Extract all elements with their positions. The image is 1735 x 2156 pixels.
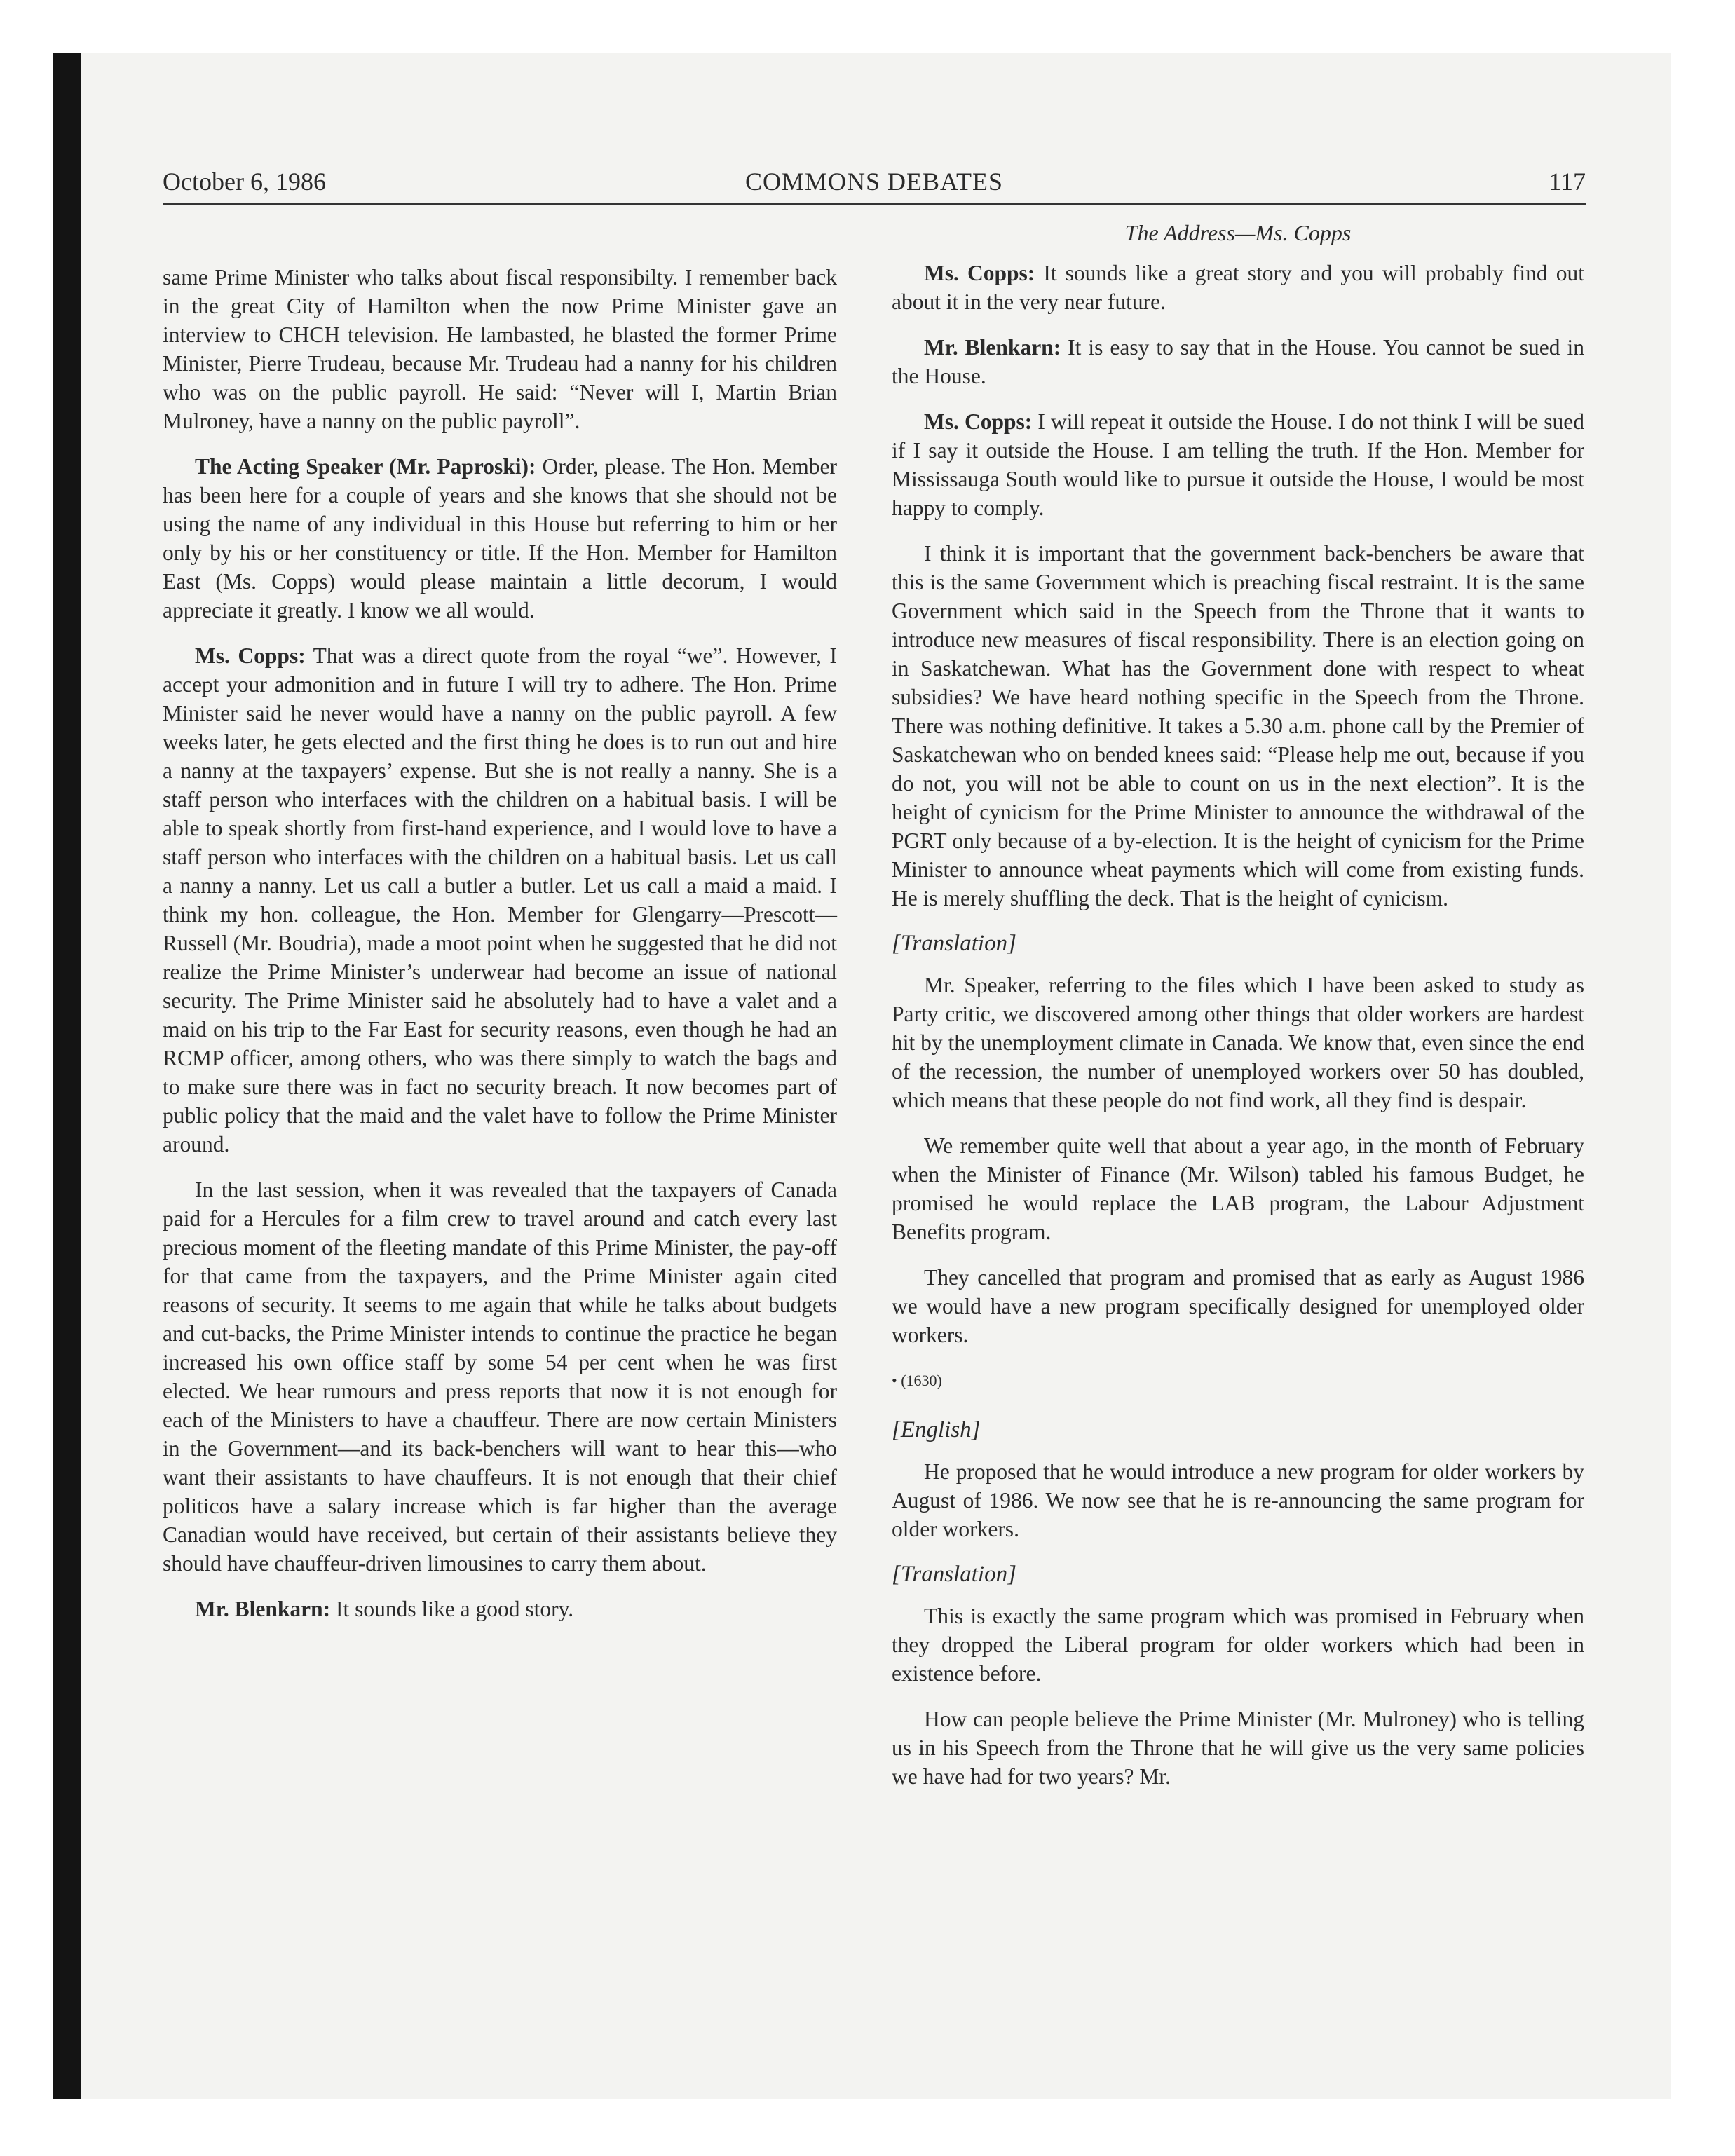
- left-column: [163, 263, 837, 1640]
- scan-edge-bar: [53, 53, 81, 2099]
- speech-text: It sounds like a good story.: [330, 1597, 574, 1621]
- speech-text: That was a direct quote from the royal “we”. However, I accept your admonition and in future I will try to adhere. The Hon. Prime Minister said he never would have a nanny on the public payroll. A few weeks later, he gets elected and the first thing he does is to run out and hire a nanny at the taxpayers’ expense. But she is not really a nanny. She is a staff person who interfaces with the children on a habitual basis. I will be able to speak shortly from first-hand experience, and I would love to have a staff person who interfaces with the children on a habitual basis. Let us call a nanny a nanny. Let us call a butler a butler. Let us call a maid a maid. I think my hon. colleague, the Hon. Member for Glengarry—Prescott—Russell (Mr. Boudria), made a moot point when he suggested that he did not realize the Prime Minister’s underwear had become an issue of national security. The Prime Minister said he absolutely had to have a valet and a maid on his trip to the Far East for security reasons, even though he had an RCMP officer, among others, who was there simply to watch the bags and to make sure there was in fact no security breach. It now becomes part of public policy that the maid and the valet have to follow the Prime Minister around.: [163, 643, 838, 1157]
- speaker-name: The Acting Speaker (Mr. Paproski):: [195, 454, 536, 479]
- speech-paragraph: [163, 1595, 837, 1623]
- speech-paragraph: [163, 641, 837, 1159]
- paragraph: How can people believe the Prime Minister (Mr. Mulroney) who is telling us in his Speech from the Throne that he will give us the very same policies we have had for two years? Mr.: [892, 1707, 1584, 1789]
- speech-text: I will repeat it outside the House. I do not think I will be sued if I say it outside the House. I am telling the truth. If the Hon. Member for Mississauga South would like to pursue it outside the House, I would be most happy to comply.: [892, 409, 1584, 520]
- paragraph: In the last session, when it was revealed that the taxpayers of Canada paid for a Hercules for a film crew to travel around and catch every last precious moment of the fleeting mandate of this Prime Minister, the pay-off for that came from the taxpayers, and the Prime Minister again cited reasons of security. It seems to me again that while he talks about budgets and cut-backs, the Prime Minister intends to continue the practice he began increased his own office staff by some 54 per cent when he was first elected. We hear rumours and press reports that now it is not enough for each of the Ministers to have a chauffeur. There are now certain Ministers in the Government—and its back-benchers will want to hear this—who want their assistants to have chauffeurs. It is not enough that their chief politicos have a salary increase which is far higher than the average Canadian would have received, but certain of their assistants believe they should have chauffeur-driven limousines to carry them about.: [163, 1178, 837, 1576]
- header-date: October 6, 1986: [163, 168, 326, 196]
- speaker-name: Mr. Blenkarn:: [924, 335, 1061, 360]
- language-marker: [English]: [892, 1417, 981, 1442]
- speaker-name: Mr. Blenkarn:: [195, 1597, 331, 1621]
- running-head: The Address—Ms. Copps: [1124, 220, 1352, 245]
- time-marker: • (1630): [892, 1372, 942, 1389]
- header-title: COMMONS DEBATES: [744, 168, 1004, 196]
- right-column: [892, 219, 1584, 1808]
- speech-text: It sounds like a great story and you will probably find out about it in the very near future.: [892, 261, 1584, 314]
- header-page-number: 117: [1549, 168, 1586, 196]
- speech-paragraph: [892, 333, 1584, 390]
- paragraph: Mr. Speaker, referring to the files which I have been asked to study as Party critic, we discovered among other things that older workers are hardest hit by the unemployment climate in Canada. We know that, even since the end of the recession, the number of unemployed workers over 50 has doubled, which means that these people do not find work, all they find is despair.: [892, 973, 1584, 1112]
- speech-text: Order, please. The Hon. Member has been here for a couple of years and she knows that she should not be using the name of any individual in this House but referring to him or her only by his or her constituency or title. If the Hon. Member for Hamilton East (Ms. Copps) would please maintain a little decorum, I would appreciate it greatly. I know we all would.: [163, 454, 837, 622]
- speaker-name: Ms. Copps:: [195, 643, 306, 668]
- language-marker: [Translation]: [892, 931, 1016, 956]
- speech-paragraph: [892, 259, 1584, 316]
- paragraph: This is exactly the same program which was promised in February when they dropped the Liberal program for older workers which had been in existence before.: [892, 1604, 1584, 1686]
- language-marker: [Translation]: [892, 1562, 1016, 1587]
- speech-text: It is easy to say that in the House. You cannot be sued in the House.: [892, 335, 1584, 388]
- speaker-name: Ms. Copps:: [924, 409, 1033, 434]
- paragraph: We remember quite well that about a year ago, in the month of February when the Minister of Finance (Mr. Wilson) tabled his famous Budget, he promised he would replace the LAB program, the Labour Adjustment Benefits program.: [892, 1133, 1584, 1244]
- page-header: [163, 161, 1586, 203]
- paragraph: He proposed that he would introduce a new program for older workers by August of 1986. We now see that he is re-announcing the same program for older workers.: [892, 1459, 1584, 1541]
- paragraph: I think it is important that the government back-benchers be aware that this is the same Government which is preaching fiscal restraint. It is the same Government which said in the Speech from the Throne that it wants to introduce new measures of fiscal responsibility. There is an election going on in Saskatchewan. What has the Government done with respect to wheat subsidies? We have heard nothing specific in the Speech from the Throne. There was nothing definitive. It takes a 5.30 a.m. phone call by the Premier of Saskatchewan who on bended knees said: “Please help me out, because if you do not, you will not be able to count on us in the next election”. It is the height of cynicism for the Prime Minister to announce the withdrawal of the PGRT only because of a by-election. It is the height of cynicism for the Prime Minister to announce wheat payments which will come from existing funds. He is merely shuffling the deck. That is the height of cynicism.: [892, 541, 1584, 910]
- speech-paragraph: [892, 407, 1584, 522]
- header-rule: [163, 203, 1586, 205]
- speech-paragraph: [163, 452, 837, 625]
- speaker-name: Ms. Copps:: [924, 261, 1035, 285]
- paragraph: same Prime Minister who talks about fiscal responsibilty. I remember back in the great City of Hamilton when the now Prime Minister gave an interview to CHCH television. He lambasted, he blasted the former Prime Minister, Pierre Trudeau, because Mr. Trudeau had a nanny for his children who was on the public payroll. He said: “Never will I, Martin Brian Mulroney, have a nanny on the public payroll”.: [163, 265, 837, 433]
- paragraph: They cancelled that program and promised that as early as August 1986 we would have a new program specifically designed for unemployed older workers.: [892, 1265, 1584, 1347]
